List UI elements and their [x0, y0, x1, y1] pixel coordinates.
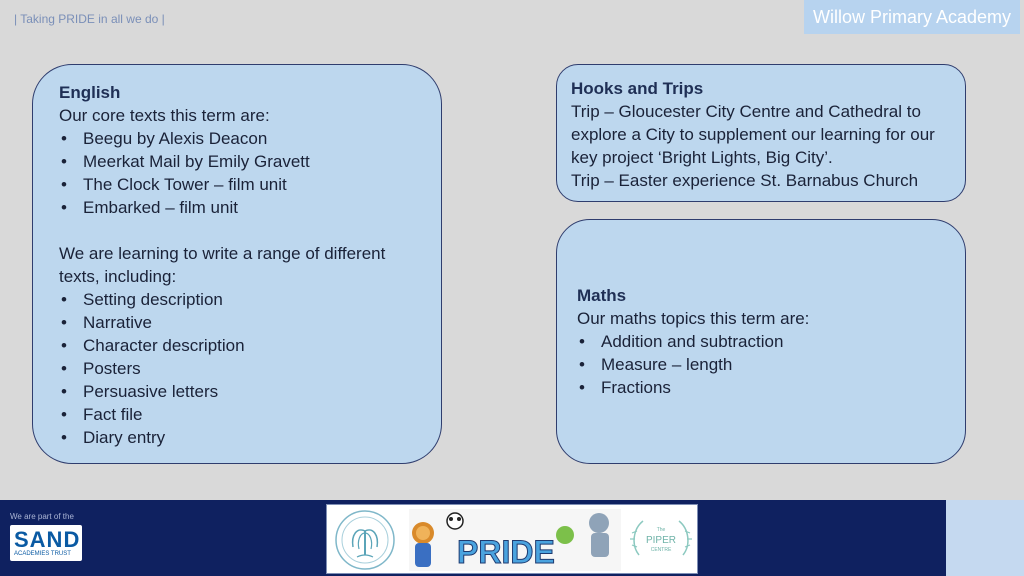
hooks-heading: Hooks and Trips — [571, 79, 704, 98]
list-item: • Posters — [59, 357, 415, 380]
list-item: • Character description — [59, 334, 415, 357]
list-item: • Measure – length — [577, 353, 945, 376]
list-item: • Fact file — [59, 403, 415, 426]
list-item: • Fractions — [577, 376, 945, 399]
footer-bar — [0, 500, 1024, 576]
hooks-trips-card — [556, 64, 966, 202]
maths-intro: Our maths topics this term are: — [577, 309, 810, 328]
english-card — [32, 64, 442, 464]
pride-banner — [409, 509, 621, 571]
list-item: • Embarked – film unit — [59, 196, 415, 219]
english-heading: English — [59, 83, 121, 102]
list-item: • Setting description — [59, 288, 415, 311]
partner-logos-strip — [326, 504, 698, 574]
tagline: | Taking PRIDE in all we do | — [14, 12, 165, 26]
maths-topics-list — [577, 330, 945, 399]
sand-academies-logo — [10, 525, 82, 561]
school-name-badge: Willow Primary Academy — [804, 0, 1020, 34]
part-of-label: We are part of the — [10, 512, 74, 521]
svg-text:PIPER: PIPER — [645, 535, 677, 546]
writing-intro: We are learning to write a range of different texts, including: — [59, 244, 386, 286]
maths-card — [556, 219, 966, 464]
partner-logos-graphic — [327, 505, 699, 575]
list-item: • Addition and subtraction — [577, 330, 945, 353]
list-item: • Beegu by Alexis Deacon — [59, 127, 415, 150]
trip-item: Trip – Easter experience St. Barnabus Church — [571, 171, 919, 190]
list-item: • Narrative — [59, 311, 415, 334]
sand-subtitle: ACADEMIES TRUST — [14, 551, 71, 557]
willow-tree-emblem-icon — [336, 511, 394, 569]
list-item: • The Clock Tower – film unit — [59, 173, 415, 196]
svg-text:CENTRE: CENTRE — [650, 547, 672, 553]
sand-word: SAND — [14, 527, 81, 552]
trip-item: Trip – Gloucester City Centre and Cathedral to explore a City to supplement our learning for our key project ‘Bright Lights, Big City’. — [571, 102, 935, 167]
list-item: • Meerkat Mail by Emily Gravett — [59, 150, 415, 173]
maths-heading: Maths — [577, 286, 627, 305]
svg-text:The: The — [656, 527, 666, 533]
list-item: • Diary entry — [59, 426, 415, 449]
list-item: • Persuasive letters — [59, 380, 415, 403]
writing-types-list — [59, 288, 415, 449]
core-texts-list — [59, 127, 415, 219]
piper-centre-emblem-icon — [630, 511, 692, 569]
svg-text:PRIDE: PRIDE — [457, 534, 555, 570]
corner-box — [946, 500, 1024, 576]
english-intro: Our core texts this term are: — [59, 106, 270, 125]
